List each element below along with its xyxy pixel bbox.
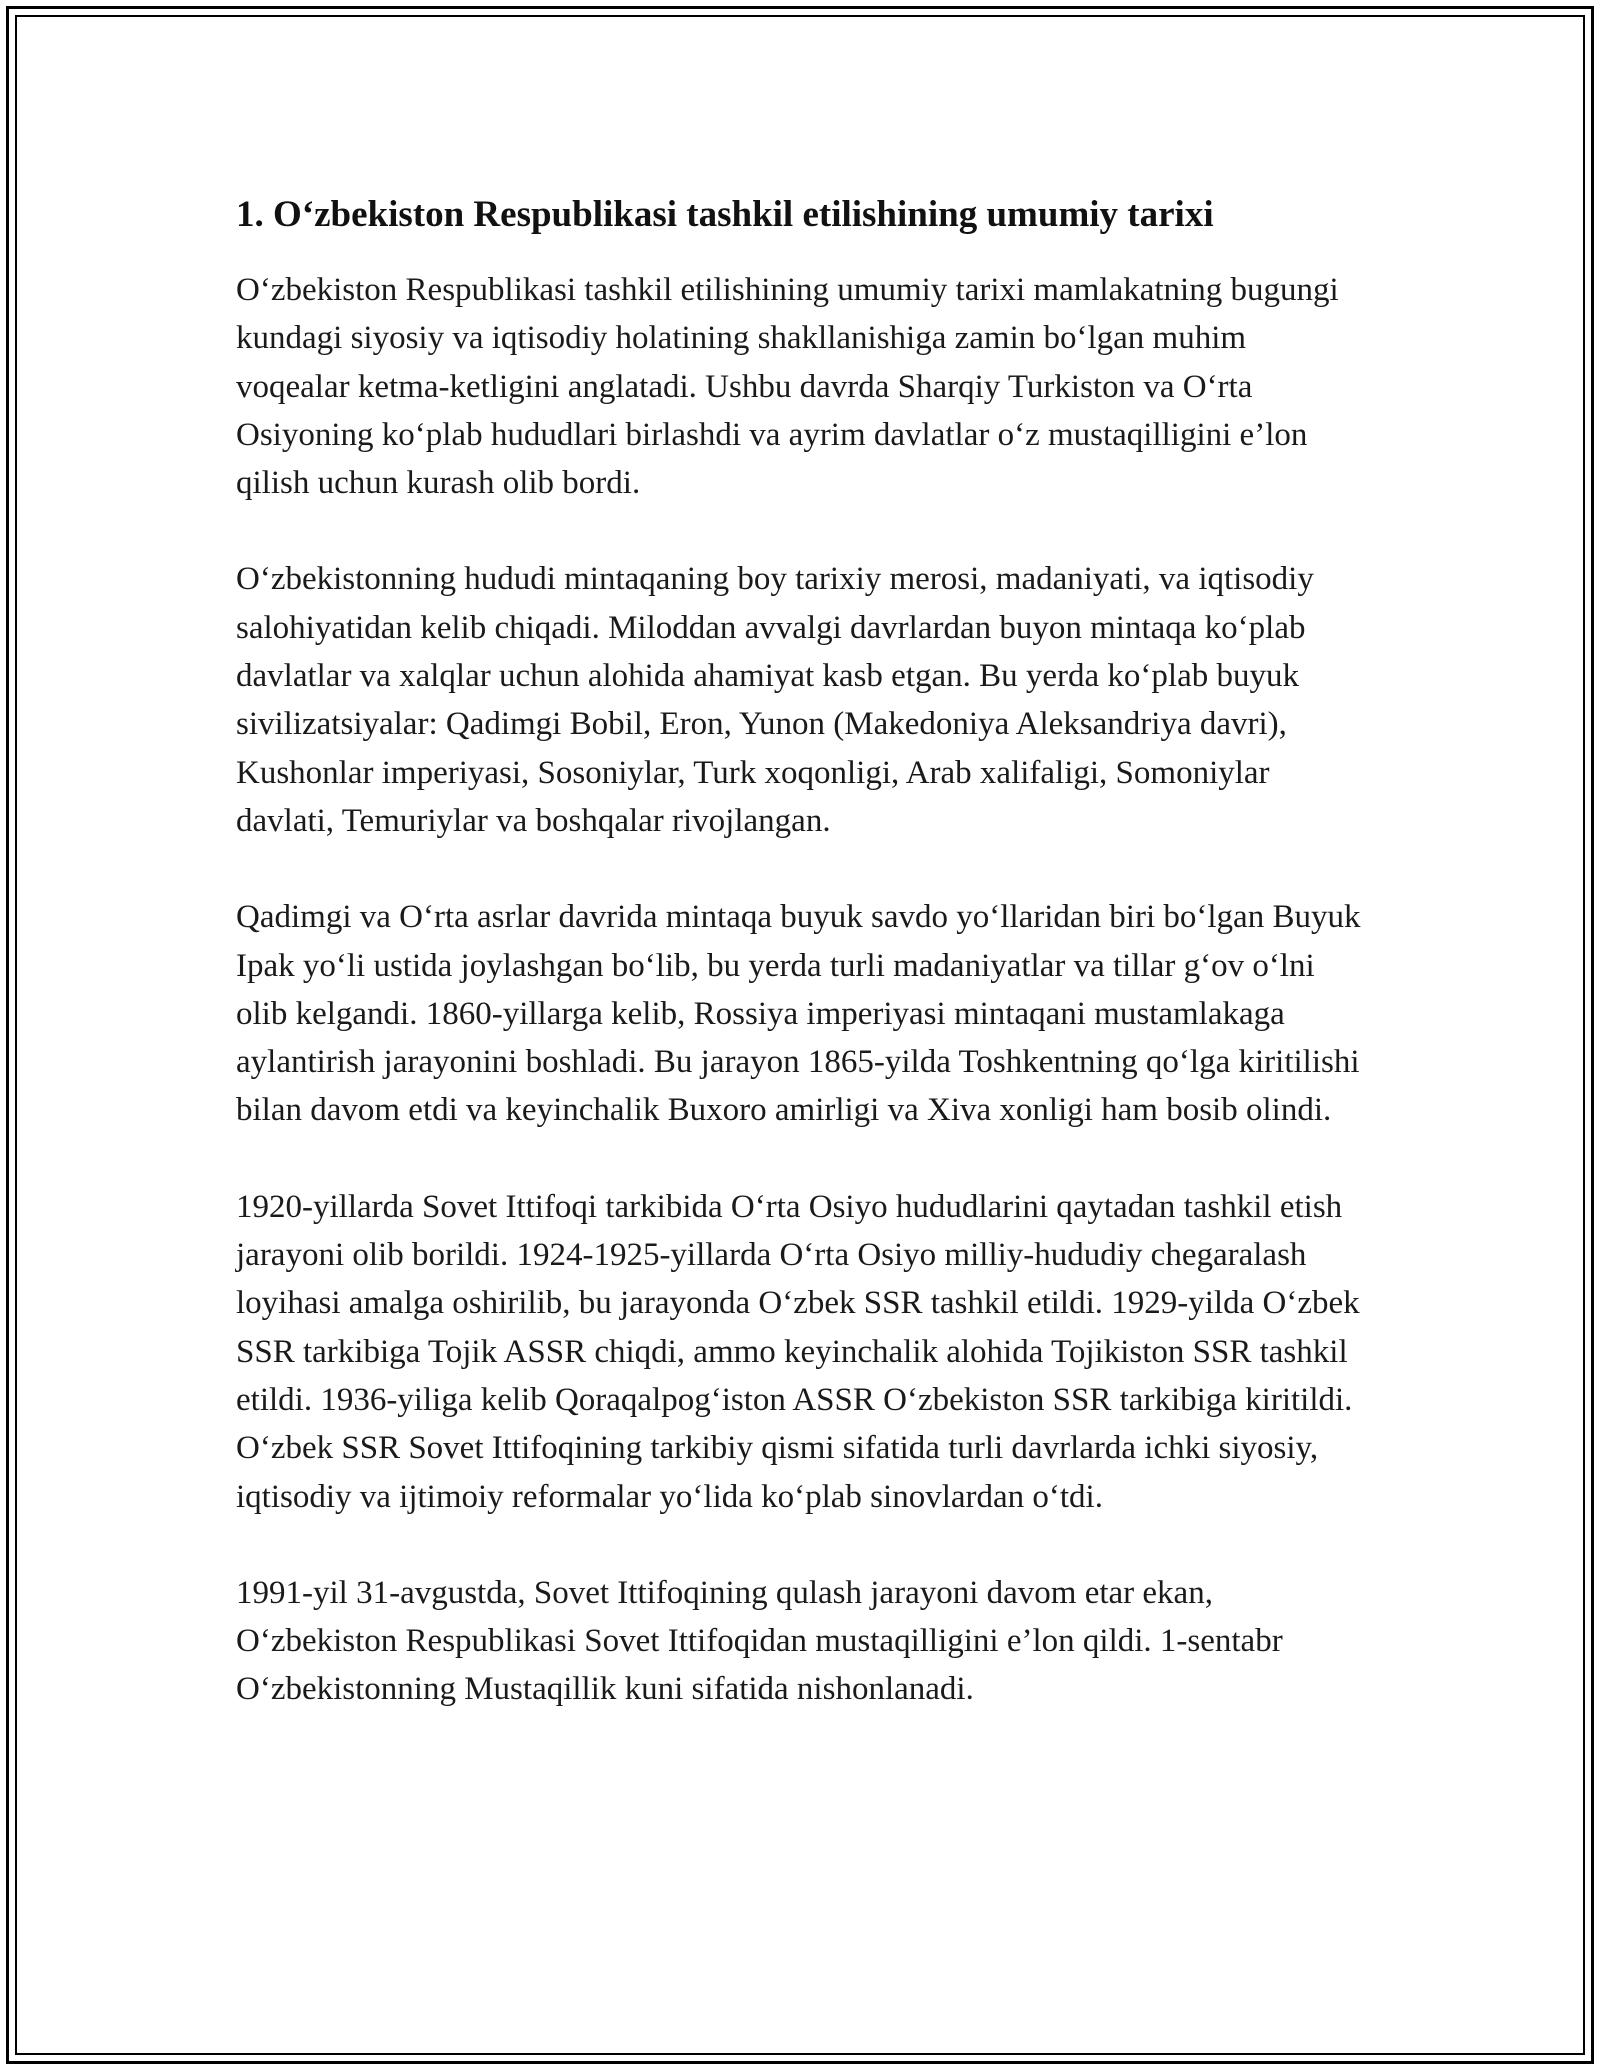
paragraph-4: 1920-yillarda Sovet Ittifoqi tarkibida O‘rta Osiyo hududlarini qaytadan tashkil etish jarayoni olib borildi. 1924-1925-yillarda O‘rta Osiyo milliy-hududiy chegaralash loyihasi amalga oshirilib, bu jarayonda O‘zbek SSR tashkil etildi. 1929-yilda O‘zbek SSR tarkibiga Tojik ASSR chiqdi, ammo keyinchalik alohida Tojikiston SSR tashkil etildi. 1936-yiliga kelib Qoraqalpog‘iston ASSR O‘zbekiston SSR tarkibiga kiritildi. O‘zbek SSR Sovet Ittifoqining tarkibiy qismi sifatida turli davrlarda ichki siyosiy, iqtisodiy va ijtimoiy reformalar yo‘lida ko‘plab sinovlardan o‘tdi. bbox=[236, 1188, 1360, 1515]
document-body bbox=[236, 186, 1366, 1762]
paragraph-5: 1991-yil 31-avgustda, Sovet Ittifoqining qulash jarayoni davom etar ekan, O‘zbekiston Respublikasi Sovet Ittifoqidan mustaqilligini e’lon qildi. 1-sentabr O‘zbekistonning Mustaqillik kuni sifatida nishonlanadi. bbox=[236, 1574, 1283, 1708]
paragraph-1: O‘zbekiston Respublikasi tashkil etilishining umumiy tarixi mamlakatning bugungi kundagi siyosiy va iqtisodiy holatining shakllanishiga zamin bo‘lgan muhim voqealar ketma-ketligini anglatadi. Ushbu davrda Sharqiy Turkiston va O‘rta Osiyoning ko‘plab hududlari birlashdi va ayrim davlatlar o‘z mustaqilligini e’lon qilish uchun kurash olib bordi. bbox=[236, 272, 1339, 502]
paragraph-2: O‘zbekistonning hududi mintaqaning boy tarixiy merosi, madaniyati, va iqtisodiy salohiyatidan kelib chiqadi. Miloddan avvalgi davrlardan buyon mintaqa ko‘plab davlatlar va xalqlar uchun alohida ahamiyat kasb etgan. Bu yerda ko‘plab buyuk sivilizatsiyalar: Qadimgi Bobil, Eron, Yunon (Makedoniya Aleksandriya davri), Kushonlar imperiyasi, Sosoniylar, Turk xoqonligi, Arab xalifaligi, Somoniylar davlati, Temuriylar va boshqalar rivojlangan. bbox=[236, 561, 1314, 839]
paragraph-3: Qadimgi va O‘rta asrlar davrida mintaqa buyuk savdo yo‘llaridan biri bo‘lgan Buyuk Ipak yo‘li ustida joylashgan bo‘lib, bu yerda turli madaniyatlar va tillar g‘ov o‘lni olib kelgandi. 1860-yillarga kelib, Rossiya imperiyasi mintaqani mustamlakaga aylantirish jarayonini boshladi. Bu jarayon 1865-yilda Toshkentning qo‘lga kiritilishi bilan davom etdi va keyinchalik Buxoro amirligi va Xiva xonligi ham bosib olindi. bbox=[236, 899, 1361, 1129]
document-title: 1. O‘zbekiston Respublikasi tashkil etilishining umumiy tarixi bbox=[236, 194, 1214, 235]
